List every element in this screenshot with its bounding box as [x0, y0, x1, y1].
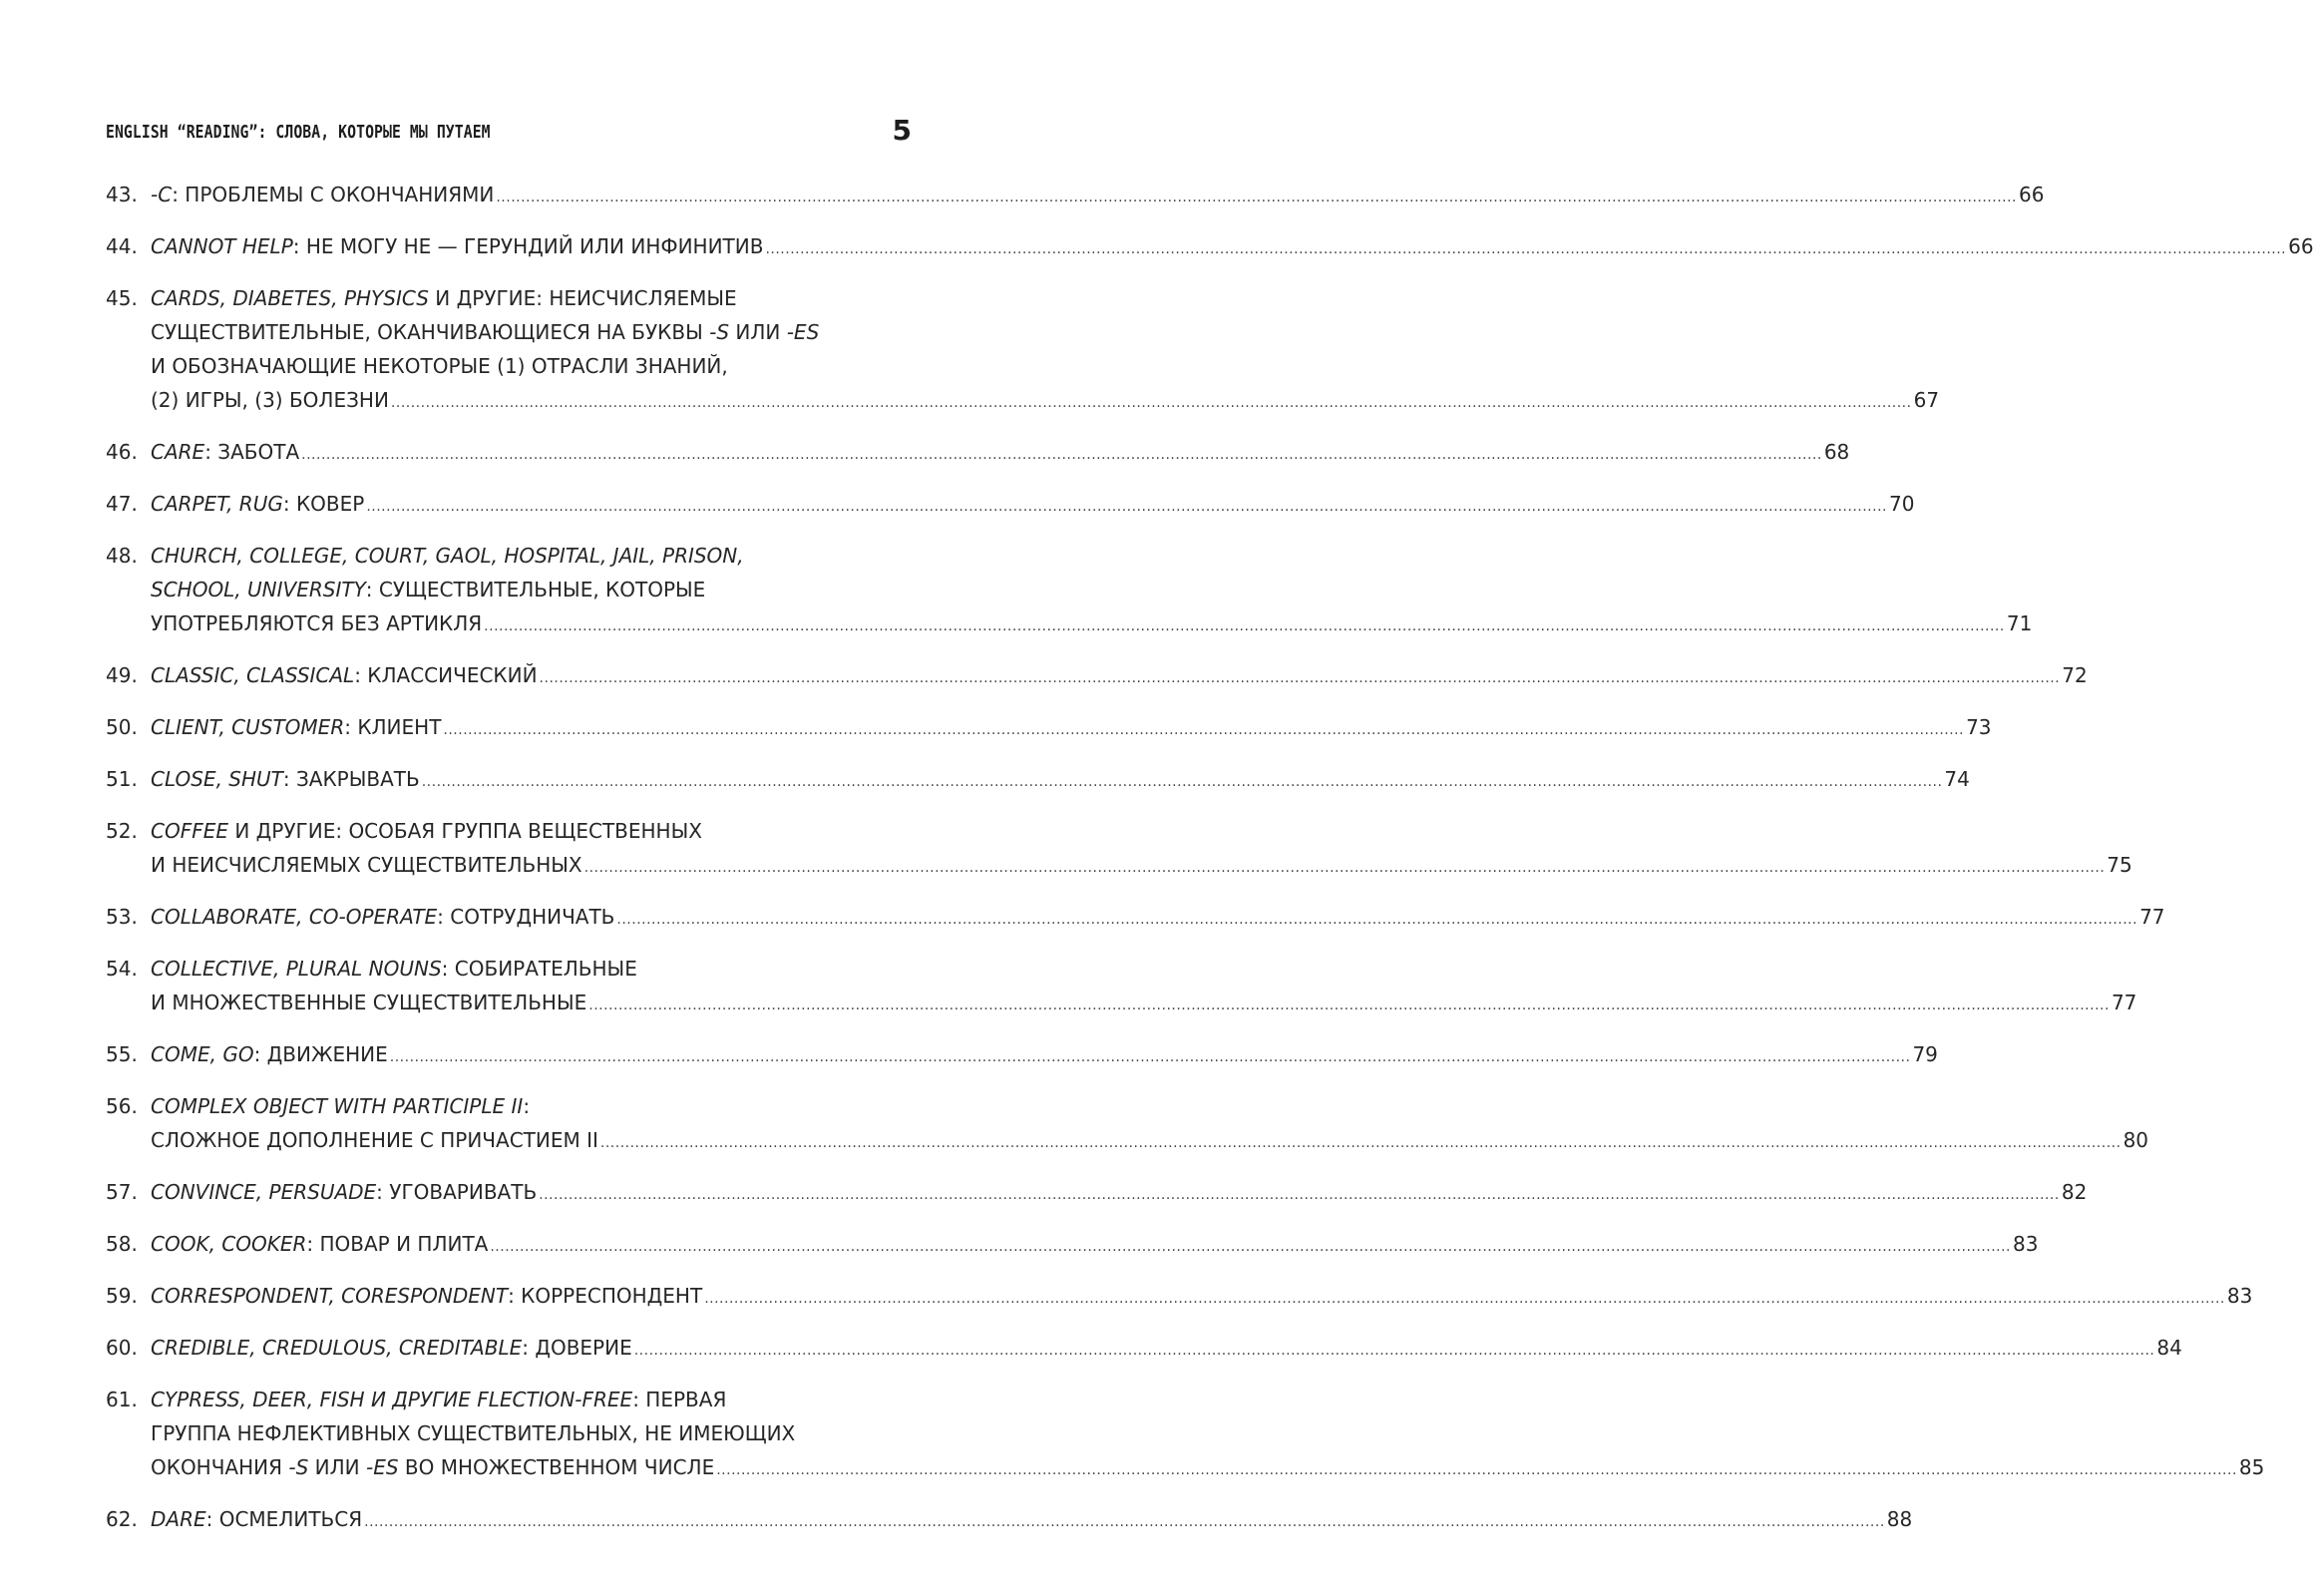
toc-title-line — [151, 1383, 904, 1416]
toc-english-term: COOK, COOKER — [151, 1232, 307, 1256]
toc-title-text — [151, 435, 299, 469]
toc-title-line — [151, 1227, 2039, 1264]
toc-entry-title — [151, 1502, 1913, 1539]
toc-page-number: 80 — [2122, 1128, 2149, 1152]
toc-entry-title — [151, 539, 2033, 643]
toc-entry-number: 60. — [106, 1336, 138, 1360]
toc-entry-number: 57. — [106, 1180, 138, 1204]
dot-leader — [366, 490, 1887, 524]
toc-title-text — [151, 762, 420, 796]
toc-english-term: -S — [709, 320, 730, 344]
toc-entry — [106, 1089, 2149, 1160]
toc-russian-text: ОКОНЧАНИЯ — [151, 1455, 289, 1479]
toc-entry-title — [151, 281, 1940, 420]
toc-title-text — [151, 1123, 598, 1157]
dot-leader — [600, 1126, 2121, 1160]
toc-page-number: 68 — [1823, 440, 1850, 464]
toc-title-text — [151, 178, 494, 211]
toc-russian-text: : ДВИЖЕНИЕ — [253, 1042, 388, 1066]
toc-page-number: 71 — [2006, 611, 2033, 635]
toc-title-line — [151, 1089, 904, 1123]
toc-entry-number: 54. — [106, 957, 138, 981]
toc-entry-title — [151, 1037, 1938, 1074]
toc-english-term: CHURCH, COLLEGE, COURT, GAOL, HOSPITAL, JAIL, PRISON, — [151, 544, 744, 568]
dot-leader — [634, 1334, 2155, 1368]
toc-title-text — [151, 606, 482, 640]
toc-entry-title — [151, 952, 2137, 1022]
toc-entry — [106, 1279, 2253, 1316]
dot-leader — [616, 903, 2137, 937]
toc-russian-text: СУЩЕСТВИТЕЛЬНЫЕ, ОКАНЧИВАЮЩИЕСЯ НА БУКВЫ — [151, 320, 710, 344]
dot-leader — [490, 1230, 2011, 1264]
toc-entry — [106, 487, 1915, 524]
dot-leader — [716, 1453, 2237, 1487]
toc-title-line — [151, 383, 1940, 420]
toc-page-number: 79 — [1912, 1042, 1938, 1066]
toc-entry — [106, 281, 1940, 420]
toc-entry-title — [151, 1227, 2039, 1264]
toc-title-line — [151, 349, 904, 383]
toc-entry-title — [151, 814, 2132, 885]
toc-russian-text: : УГОВАРИВАТЬ — [376, 1180, 538, 1204]
toc-title-text — [151, 1502, 362, 1536]
toc-entry — [106, 1175, 2088, 1212]
toc-title-line — [151, 658, 2088, 695]
running-header — [106, 112, 912, 152]
toc-entry — [106, 814, 2132, 885]
toc-title-line — [151, 539, 904, 573]
toc-page-number: 67 — [1913, 388, 1940, 412]
dot-leader — [584, 851, 2106, 885]
toc-title-text — [151, 986, 586, 1019]
toc-russian-text: СЛОЖНОЕ ДОПОЛНЕНИЕ С ПРИЧАСТИЕМ II — [151, 1128, 598, 1152]
toc-russian-text: : ПЕРВАЯ — [632, 1388, 727, 1411]
toc-russian-text: : ПРОБЛЕМЫ С ОКОНЧАНИЯМИ — [172, 183, 495, 206]
toc-english-term: CYPRESS, DEER, FISH И ДРУГИЕ FLECTION-FREE — [151, 1388, 633, 1411]
toc-entry-title — [151, 1279, 2253, 1316]
toc-title-line — [151, 487, 1915, 524]
toc-title-text — [151, 1175, 537, 1209]
toc-russian-text: : ДОВЕРИЕ — [522, 1336, 632, 1360]
toc-title-text — [151, 229, 763, 263]
toc-title-text — [151, 710, 441, 744]
toc-russian-text: : ЗАБОТА — [204, 440, 300, 464]
toc-title-line — [151, 848, 2132, 885]
dot-leader — [540, 661, 2061, 695]
toc-title-line — [151, 606, 2033, 643]
toc-russian-text: : КЛАССИЧЕСКИЙ — [354, 663, 538, 687]
toc-russian-text: : СУЩЕСТВИТЕЛЬНЫЕ, КОТОРЫЕ — [365, 578, 706, 601]
toc-russian-text: : ЗАКРЫВАТЬ — [282, 767, 420, 791]
toc-russian-text: : КОРРЕСПОНДЕНТ — [508, 1284, 703, 1308]
toc-english-term: CONVINCE, PERSUADE — [151, 1180, 377, 1204]
toc-entry-number: 46. — [106, 440, 138, 464]
toc-page-number: 85 — [2238, 1455, 2265, 1479]
table-of-contents — [106, 178, 2314, 1554]
toc-page-number: 84 — [2156, 1336, 2182, 1360]
toc-russian-text: (2) ИГРЫ, (3) БОЛЕЗНИ — [151, 388, 389, 412]
toc-entry-title — [151, 178, 2045, 214]
toc-title-text — [151, 1227, 488, 1261]
toc-entry-number: 47. — [106, 492, 138, 516]
toc-entry-title — [151, 229, 2314, 266]
toc-entry-title — [151, 435, 1850, 472]
toc-title-text — [151, 1450, 714, 1484]
dot-leader — [391, 386, 1912, 420]
toc-page-number: 77 — [2111, 991, 2137, 1014]
toc-title-line — [151, 814, 904, 848]
toc-title-line — [151, 178, 2045, 214]
toc-english-term: SCHOOL, UNIVERSITY — [151, 578, 366, 601]
toc-title-line — [151, 1450, 2265, 1487]
toc-entry-number: 62. — [106, 1507, 138, 1531]
toc-russian-text: И МНОЖЕСТВЕННЫЕ СУЩЕСТВИТЕЛЬНЫЕ — [151, 991, 587, 1014]
toc-entry-title — [151, 710, 1992, 747]
toc-page-number: 66 — [2288, 234, 2314, 258]
toc-entry — [106, 900, 2165, 937]
dot-leader — [422, 765, 1943, 799]
toc-entry-number: 51. — [106, 767, 138, 791]
toc-entry-number: 58. — [106, 1232, 138, 1256]
toc-entry-number: 50. — [106, 715, 138, 739]
toc-title-text — [151, 1331, 632, 1365]
toc-page-number: 88 — [1886, 1507, 1913, 1531]
toc-title-line — [151, 229, 2314, 266]
toc-entry — [106, 762, 1970, 799]
toc-entry — [106, 178, 2045, 214]
toc-page-number: 70 — [1888, 492, 1915, 516]
toc-title-line — [151, 900, 2165, 937]
toc-russian-text: : СОТРУДНИЧАТЬ — [437, 905, 615, 929]
toc-title-line — [151, 1037, 1938, 1074]
toc-page-number: 83 — [2013, 1232, 2039, 1256]
toc-page-number: 83 — [2226, 1284, 2253, 1308]
toc-english-term: CARPET, RUG — [151, 492, 283, 516]
toc-entry-title — [151, 1331, 2182, 1368]
toc-english-term: CREDIBLE, CREDULOUS, CREDITABLE — [151, 1336, 523, 1360]
toc-english-term: COLLABORATE, CO-OPERATE — [151, 905, 438, 929]
toc-russian-text: ИЛИ — [308, 1455, 366, 1479]
toc-entry — [106, 539, 2033, 643]
toc-page-number: 82 — [2061, 1180, 2088, 1204]
toc-english-term: COMPLEX OBJECT WITH PARTICIPLE II — [151, 1094, 524, 1118]
toc-entry-number: 53. — [106, 905, 138, 929]
running-title: ENGLISH “READING”: СЛОВА, КОТОРЫЕ МЫ ПУТАЕМ — [106, 122, 491, 143]
toc-english-term: CLIENT, CUSTOMER — [151, 715, 345, 739]
toc-title-text — [151, 658, 538, 692]
toc-page-number: 75 — [2107, 853, 2132, 877]
toc-title-line — [151, 1279, 2253, 1316]
toc-entry-number: 44. — [106, 234, 138, 258]
page-number: 5 — [892, 114, 912, 147]
toc-english-term: -S — [288, 1455, 309, 1479]
toc-page-number: 66 — [2019, 183, 2045, 206]
toc-page-number: 74 — [1944, 767, 1970, 791]
toc-entry-number: 56. — [106, 1094, 138, 1118]
toc-russian-text: И ДРУГИЕ: НЕИСЧИСЛЯЕМЫЕ — [428, 286, 737, 310]
toc-title-text — [151, 487, 364, 521]
toc-entry-number: 61. — [106, 1388, 138, 1411]
toc-english-term: DARE — [151, 1507, 206, 1531]
toc-title-line — [151, 1502, 1913, 1539]
toc-russian-text: И ДРУГИЕ: ОСОБАЯ ГРУППА ВЕЩЕСТВЕННЫХ — [228, 819, 702, 843]
toc-entry — [106, 710, 1992, 747]
toc-title-line — [151, 1123, 2149, 1160]
toc-russian-text: ИЛИ — [729, 320, 787, 344]
toc-entry-title — [151, 487, 1915, 524]
toc-entry-title — [151, 658, 2088, 695]
toc-entry-number: 52. — [106, 819, 138, 843]
toc-page-number: 72 — [2062, 663, 2088, 687]
toc-english-term: COLLECTIVE, PLURAL NOUNS — [151, 957, 442, 981]
toc-russian-text: : СОБИРАТЕЛЬНЫЕ — [441, 957, 637, 981]
toc-title-text — [151, 1037, 388, 1071]
toc-entry — [106, 435, 1850, 472]
toc-entry — [106, 1331, 2182, 1368]
dot-leader — [588, 989, 2110, 1022]
toc-entry-number: 59. — [106, 1284, 138, 1308]
toc-page-number: 73 — [1966, 715, 1992, 739]
toc-title-line — [151, 573, 904, 606]
toc-russian-text: ГРУППА НЕФЛЕКТИВНЫХ СУЩЕСТВИТЕЛЬНЫХ, НЕ ИМЕЮЩИХ — [151, 1421, 796, 1445]
toc-russian-text: : КЛИЕНТ — [344, 715, 442, 739]
toc-title-line — [151, 1331, 2182, 1368]
toc-title-line — [151, 1175, 2088, 1212]
toc-entry — [106, 658, 2088, 695]
dot-leader — [496, 181, 2017, 214]
toc-entry-number: 43. — [106, 183, 138, 206]
toc-entry-number: 48. — [106, 544, 138, 568]
toc-title-line — [151, 710, 1992, 747]
toc-title-line — [151, 281, 904, 315]
toc-title-text — [151, 848, 582, 882]
dot-leader — [704, 1282, 2225, 1316]
toc-english-term: CARDS, DIABETES, PHYSICS — [151, 286, 429, 310]
toc-english-term: CORRESPONDENT, CORESPONDENT — [151, 1284, 509, 1308]
toc-english-term: -ES — [365, 1455, 399, 1479]
toc-english-term: COFFEE — [151, 819, 228, 843]
toc-entry — [106, 1502, 1913, 1539]
toc-english-term: COME, GO — [151, 1042, 254, 1066]
toc-entry-title — [151, 1175, 2088, 1212]
dot-leader — [765, 232, 2286, 266]
toc-entry-number: 45. — [106, 286, 138, 310]
toc-title-text — [151, 383, 389, 417]
toc-russian-text: : ОСМЕЛИТЬСЯ — [205, 1507, 363, 1531]
toc-entry — [106, 1227, 2039, 1264]
toc-russian-text: : — [523, 1094, 531, 1118]
toc-russian-text: : НЕ МОГУ НЕ — ГЕРУНДИЙ ИЛИ ИНФИНИТИВ — [292, 234, 764, 258]
toc-entry-title — [151, 762, 1970, 799]
dot-leader — [390, 1040, 1911, 1074]
toc-english-term: CARE — [151, 440, 205, 464]
toc-entry — [106, 952, 2137, 1022]
toc-russian-text: И НЕИСЧИСЛЯЕМЫХ СУЩЕСТВИТЕЛЬНЫХ — [151, 853, 582, 877]
toc-title-line — [151, 315, 904, 349]
toc-english-term: CANNOT HELP — [151, 234, 293, 258]
toc-entry-title — [151, 900, 2165, 937]
toc-entry-title — [151, 1089, 2149, 1160]
toc-title-text — [151, 900, 614, 934]
toc-russian-text: : ПОВАР И ПЛИТА — [306, 1232, 489, 1256]
toc-entry-number: 55. — [106, 1042, 138, 1066]
dot-leader — [301, 438, 1822, 472]
toc-english-term: -ES — [786, 320, 820, 344]
toc-russian-text: : КОВЕР — [282, 492, 365, 516]
dot-leader — [364, 1505, 1885, 1539]
toc-entry — [106, 1383, 2265, 1487]
dot-leader — [539, 1178, 2060, 1212]
toc-entry-number: 49. — [106, 663, 138, 687]
toc-russian-text: И ОБОЗНАЧАЮЩИЕ НЕКОТОРЫЕ (1) ОТРАСЛИ ЗНАНИЙ, — [151, 354, 728, 378]
toc-title-text — [151, 1279, 702, 1313]
toc-entry — [106, 1037, 1938, 1074]
toc-english-term: -C — [151, 183, 173, 206]
toc-page-number: 77 — [2139, 905, 2165, 929]
toc-english-term: CLASSIC, CLASSICAL — [151, 663, 355, 687]
toc-title-line — [151, 1416, 904, 1450]
toc-entry-title — [151, 1383, 2265, 1487]
dot-leader — [443, 713, 1964, 747]
toc-russian-text: ВО МНОЖЕСТВЕННОМ ЧИСЛЕ — [398, 1455, 715, 1479]
toc-russian-text: УПОТРЕБЛЯЮТСЯ БЕЗ АРТИКЛЯ — [151, 611, 483, 635]
toc-title-line — [151, 986, 2137, 1022]
dot-leader — [484, 609, 2005, 643]
toc-entry — [106, 229, 2314, 266]
toc-title-line — [151, 952, 904, 986]
toc-title-line — [151, 762, 1970, 799]
toc-english-term: CLOSE, SHUT — [151, 767, 283, 791]
toc-title-line — [151, 435, 1850, 472]
